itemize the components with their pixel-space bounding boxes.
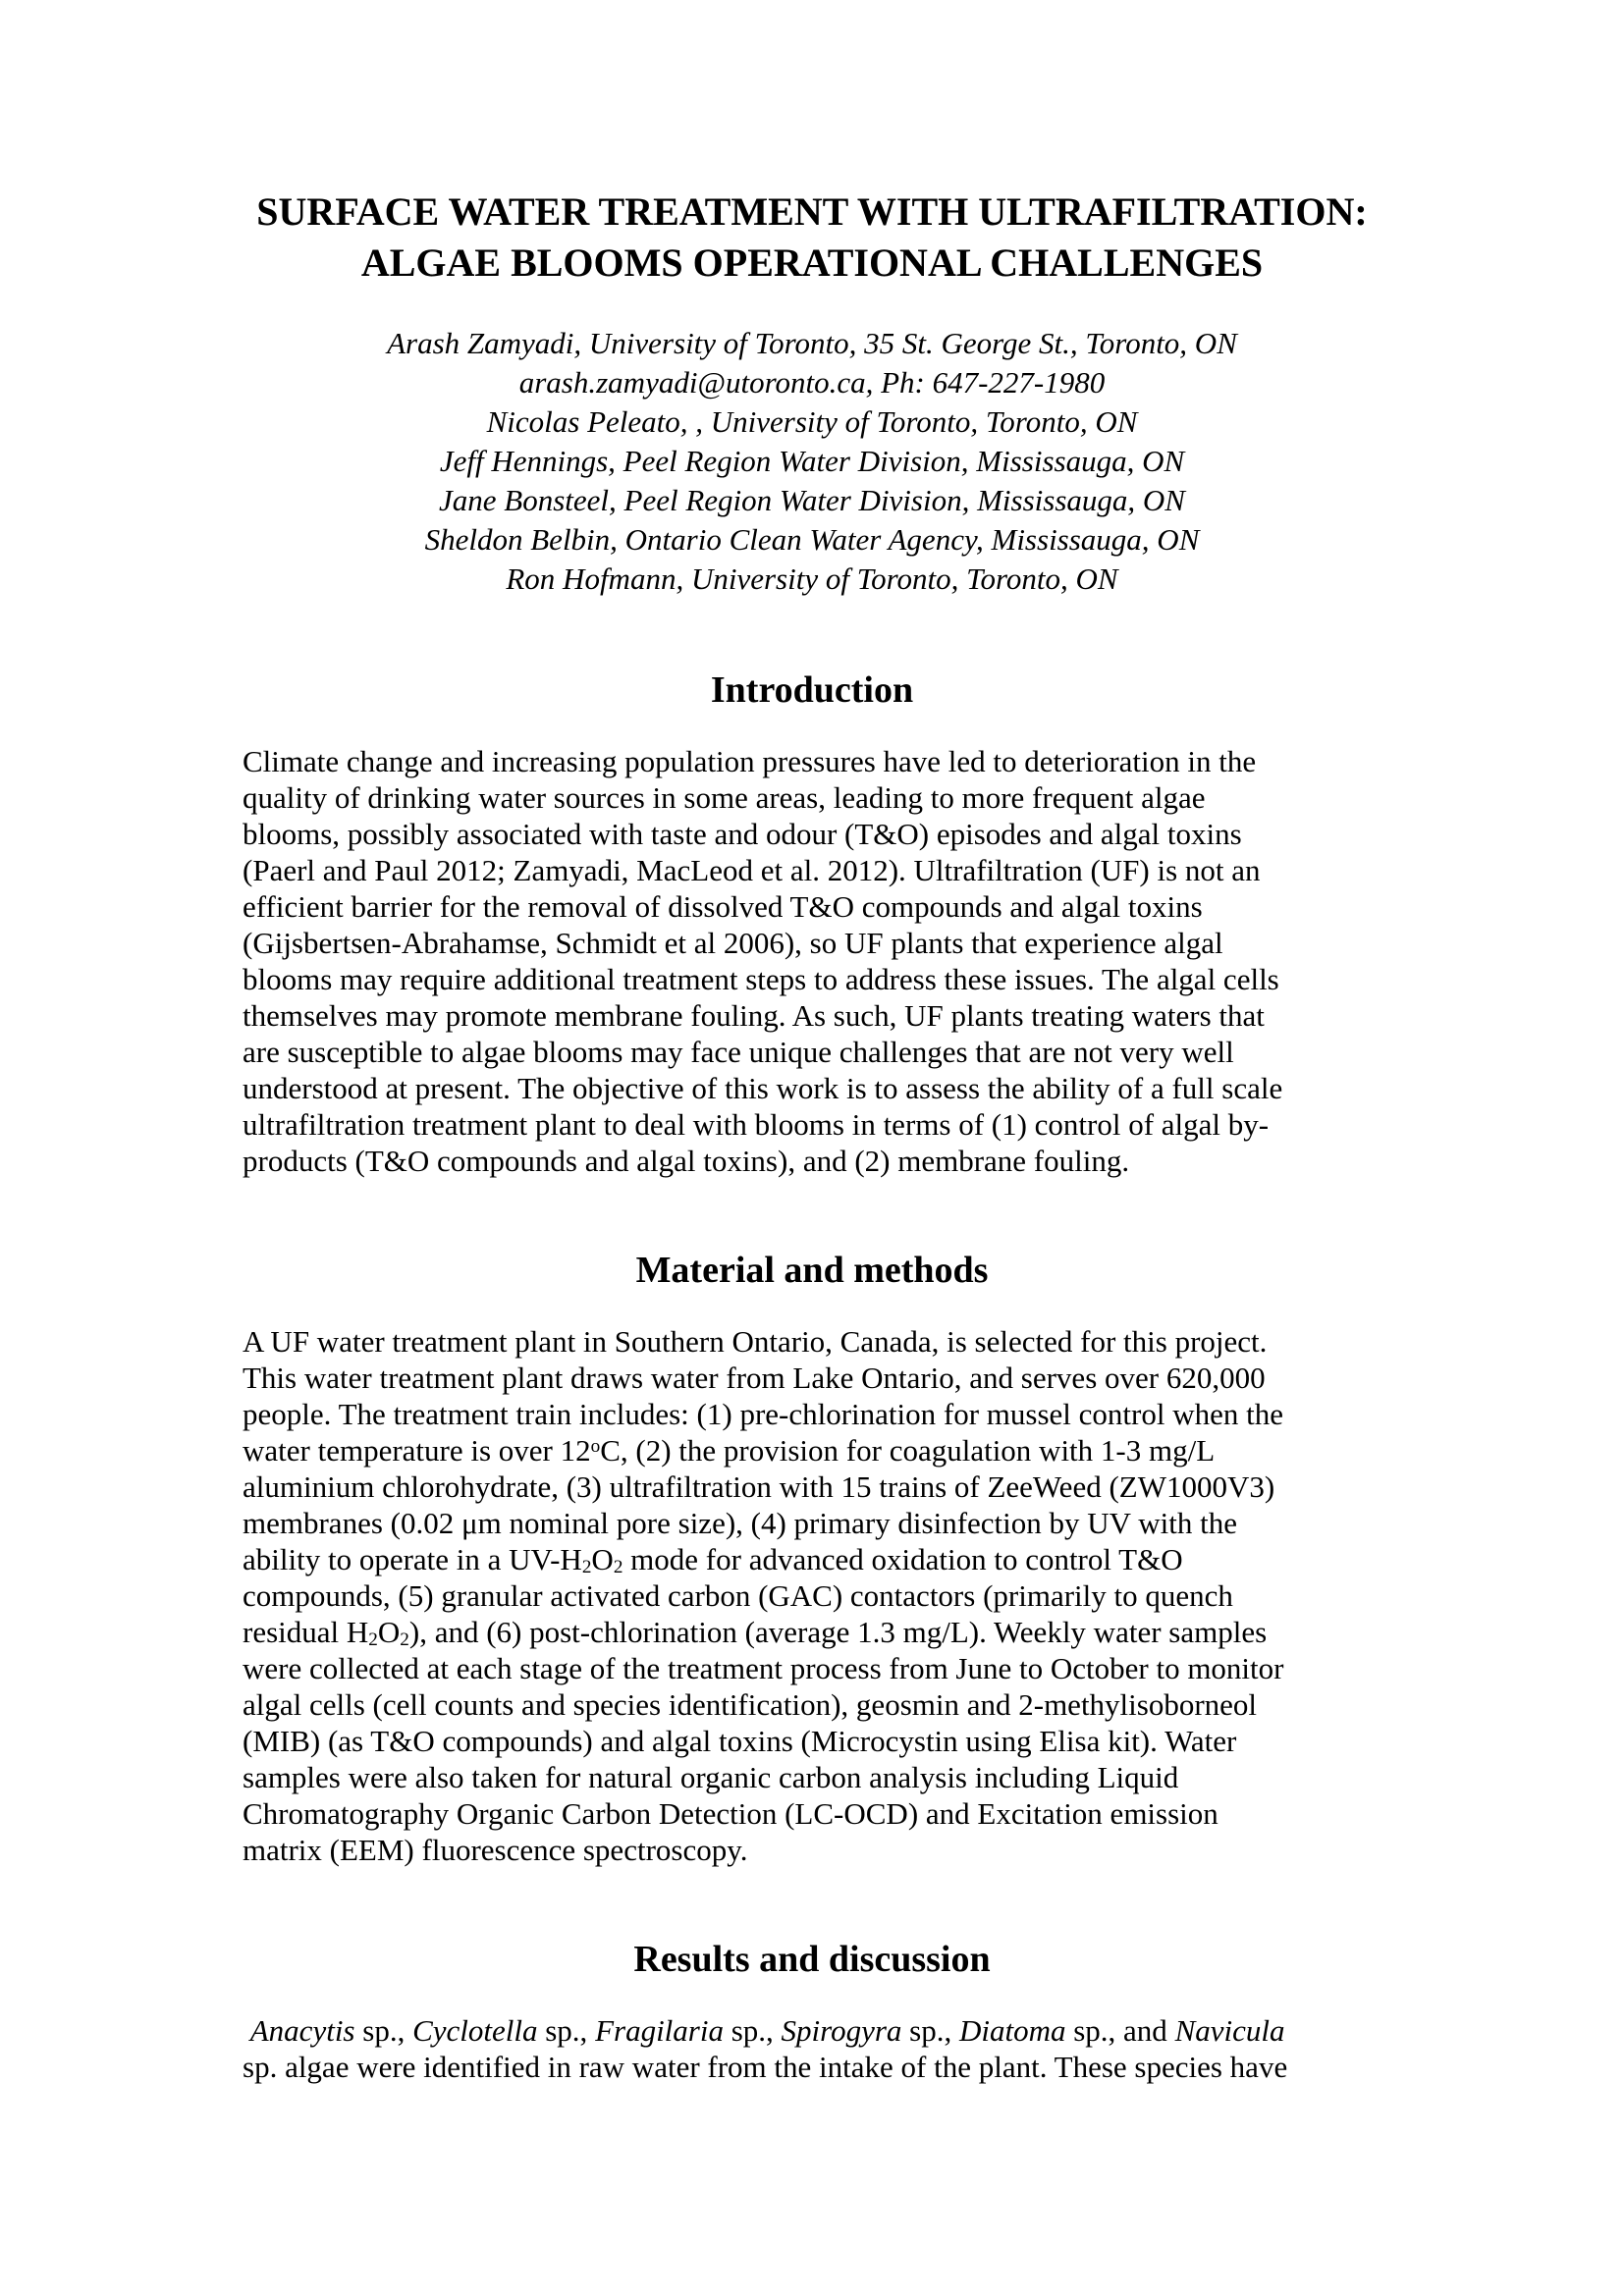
text-line: compounds, (5) granular activated carbon (GAC) contactors (primarily to quench xyxy=(243,1578,1233,1613)
text-line: samples were also taken for natural organic carbon analysis including Liquid xyxy=(243,1760,1179,1794)
author-block xyxy=(243,324,1381,599)
section-introduction xyxy=(243,667,1381,1179)
text-line: quality of drinking water sources in some areas, leading to more frequent algae xyxy=(243,780,1206,815)
text-line: are susceptible to algae blooms may face unique challenges that are not very well xyxy=(243,1035,1234,1069)
paper-title-line-2: ALGAE BLOOMS OPERATIONAL CHALLENGES xyxy=(360,240,1264,285)
paragraph-results-and-discussion xyxy=(243,2012,1381,2085)
text-line: themselves may promote membrane fouling. As such, UF plants treating waters that xyxy=(243,998,1265,1033)
text-line: sp. algae were identified in raw water from the intake of the plant. These species have xyxy=(243,2050,1288,2084)
text-line: (Gijsbertsen-Abrahamse, Schmidt et al 2006), so UF plants that experience algal xyxy=(243,926,1223,960)
text-line: Chromatography Organic Carbon Detection (LC-OCD) and Excitation emission xyxy=(243,1796,1218,1831)
text-line: water temperature is over 12$^o$C, (2) the provision for coagulation with 1-3 mg/L xyxy=(243,1433,1216,1468)
text-line: This water treatment plant draws water from Lake Ontario, and serves over 620,000 xyxy=(243,1361,1266,1395)
text-line: (MIB) (as T&O compounds) and algal toxins (Microcystin using Elisa kit). Water xyxy=(243,1724,1237,1758)
paper-title-line-1: SURFACE WATER TREATMENT WITH ULTRAFILTRATION: xyxy=(256,189,1368,234)
heading-results-and-discussion: Results and discussion xyxy=(633,1939,991,1980)
text-line: blooms, possibly associated with taste and odour (T&O) episodes and algal toxins xyxy=(243,817,1242,851)
text-line: efficient barrier for the removal of dissolved T&O compounds and algal toxins xyxy=(243,889,1203,924)
author-line: arash.zamyadi@utoronto.ca, Ph: 647-227-1980 xyxy=(518,365,1106,400)
paper-title xyxy=(243,187,1381,289)
text-line: A UF water treatment plant in Southern Ontario, Canada, is selected for this project. xyxy=(243,1324,1268,1359)
text-line: were collected at each stage of the treatment process from June to October to monitor xyxy=(243,1651,1284,1685)
text-line: residual H2O2), and (6) post-chlorination (average 1.3 mg/L). Weekly water samples xyxy=(243,1615,1268,1650)
author-line: Jane Bonsteel, Peel Region Water Division, Mississauga, ON xyxy=(439,483,1185,517)
section-material-and-methods xyxy=(243,1248,1381,1868)
author-line: Ron Hofmann, University of Toronto, Toronto, ON xyxy=(506,561,1118,596)
text-line: matrix (EEM) fluorescence spectroscopy. xyxy=(243,1833,748,1867)
text-line: algal cells (cell counts and species identification), geosmin and 2-methylisoborneol xyxy=(243,1687,1258,1722)
text-line: people. The treatment train includes: (1) pre-chlorination for mussel control when the xyxy=(243,1397,1283,1431)
author-line: Nicolas Peleato, , University of Toronto, Toronto, ON xyxy=(486,404,1138,439)
text-line: blooms may require additional treatment steps to address these issues. The algal cells xyxy=(243,962,1279,996)
author-line: Sheldon Belbin, Ontario Clean Water Agency, Mississauga, ON xyxy=(424,522,1200,557)
text-line: membranes (0.02 μm nominal pore size), (4) primary disinfection by UV with the xyxy=(243,1506,1237,1540)
text-line: ultrafiltration treatment plant to deal with blooms in terms of (1) control of algal by- xyxy=(243,1107,1270,1142)
text-line: ability to operate in a UV-H2O2 mode for advanced oxidation to control T&O xyxy=(243,1542,1183,1577)
text-line: products (T&O compounds and algal toxins), and (2) membrane fouling. xyxy=(243,1144,1130,1178)
section-results-and-discussion xyxy=(243,1937,1381,2085)
heading-introduction: Introduction xyxy=(710,669,914,711)
text-line: Anacytis sp., Cyclotella sp., Fragilaria sp., Spirogyra sp., Diatoma sp., and Navicula xyxy=(249,2013,1285,2048)
text-line: Climate change and increasing population pressures have led to deterioration in the xyxy=(243,744,1257,778)
paragraph-material-and-methods xyxy=(243,1323,1381,1868)
text-line: (Paerl and Paul 2012; Zamyadi, MacLeod et al. 2012). Ultrafiltration (UF) is not an xyxy=(243,853,1261,887)
text-line: understood at present. The objective of this work is to assess the ability of a full scale xyxy=(243,1071,1283,1105)
author-line: Jeff Hennings, Peel Region Water Division, Mississauga, ON xyxy=(439,444,1185,478)
paragraph-introduction xyxy=(243,743,1381,1179)
text-line: aluminium chlorohydrate, (3) ultrafiltration with 15 trains of ZeeWeed (ZW1000V3) xyxy=(243,1469,1275,1504)
heading-material-and-methods: Material and methods xyxy=(635,1250,989,1291)
author-line: Arash Zamyadi, University of Toronto, 35 St. George St., Toronto, ON xyxy=(387,326,1237,360)
